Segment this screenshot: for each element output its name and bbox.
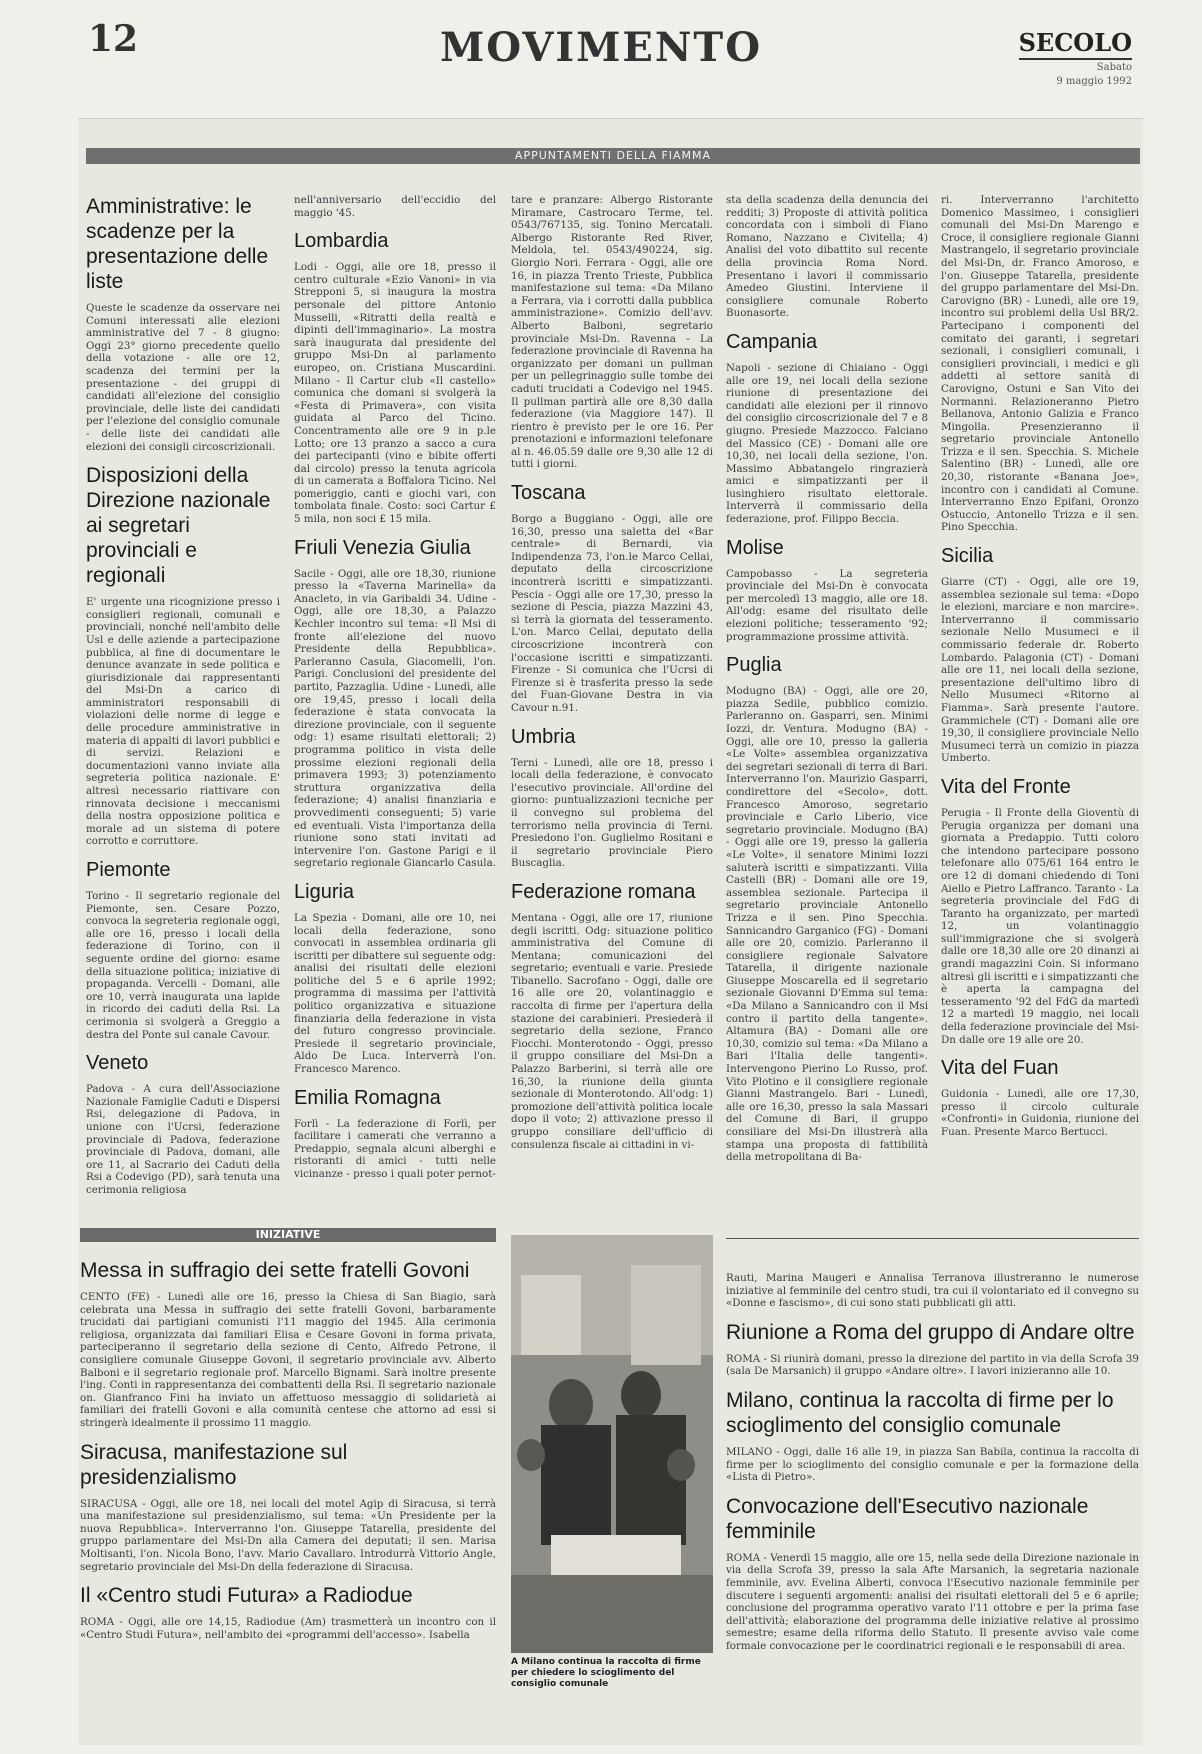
- article-title: Siracusa, manifestazione sul presidenzialismo: [80, 1440, 348, 1489]
- iniziative-banner: INIZIATIVE: [80, 1228, 496, 1242]
- region-heading: Toscana: [511, 482, 586, 505]
- article-body: Modugno (BA) - Oggi, alle ore 20, piazza Sedile, pubblico comizio. Parleranno on. Gasparri, sen. Minimi Iozzi, dr. Ventura. Modugno (BA) - Oggi, alle ore 10, presso la galleria «Le Volte» assemblea organizzativa dei segretari sezionali di terra di Bari. Interverranno l'on. Maurizio Gasparri, condirettore del «Secolo», dott. Francesco Amoroso, segretario provinciale e Carlo Liberio, vice segretario provinciale. Modugno (BA) - Oggi alle ore 19, presso la galleria «Le Volte», il senatore Minimi Iozzi saluterà iscritti e simpatizzanti. Villa Castelli (BR) - Domani alle ore 19, assemblea sezionale. Partecipa il segretario provinciale Antonello Trizza e il sen. Pino Specchia. Sannicandro Garganico (FG) - Domani alle ore 20, comizio. Parleranno il consigliere regionale Salvatore Tatarella, il dirigente nazionale Giuseppe Moscarella ed il segretario sezionale Giovanni D'Emma sul tema: «Da Milano a Sannicandro con il Msi contro il partito della tangente». Altamura (BA) - Domani alle ore 10,30, comizio sul tema: «Da Milano a Bari l'Italia delle tangenti». Intervengono Pierino Lo Russo, prof. Vito Plotino e il consigliere regionale Gianni Mastrangelo. Bari - Lunedì, alle ore 16,30, presso la sala Massari del Comune di Bari, il gruppo consiliare del Msi-Dn illustrerà alla stampa una proposta di fattibilità della metropolitana di Ba-: [726, 685, 928, 1164]
- section-divider: [726, 1238, 1139, 1239]
- issue-day: Sabato: [1096, 62, 1132, 73]
- region-heading: Lombardia: [294, 230, 389, 253]
- article-body: E' urgente una ricognizione presso i consiglieri regionali, comunali e provinciali, nonché nell'ambito delle Usl e delle aziende a partecipazione pubblica, al fine di documentare le denunce avanzate in sede politica e giurisdizionale dai rappresentanti del Msi-Dn a carico di amministratori responsabili di violazioni delle norme di legge e delle procedure amministrative in materia di appalti di lavori pubblici e di servizi. Relazioni e documentazioni vanno inviate alla segreteria politica nazionale. E' altresì necessario riattivare con rinnovata decisione i meccanismi della nostra opposizione politica e morale ad un sistema di potere corrotto e corruttore.: [86, 596, 280, 848]
- article-body: Queste le scadenze da osservare nei Comuni interessati alle elezioni amministrative del 7 - 8 giugno: Oggi 23° giorno precedente quello della votazione - alle ore 12, scadenza dei termini per la presentazione - dei gruppi di candidati all'elezione del consiglio provinciale, delle liste dei candidati per l'elezione del consiglio comunale - delle liste dei candidati alle elezioni dei consigli circoscrizionali.: [86, 302, 280, 453]
- article-title: Riunione a Roma del gruppo di Andare oltre: [726, 1320, 1135, 1344]
- article-body: MILANO - Oggi, dalle 16 alle 19, in piazza San Babila, continua la raccolta di firme per lo scioglimento del consiglio comunale e per la formazione della «Lista di Pietro».: [726, 1445, 1139, 1484]
- region-heading: Vita del Fuan: [941, 1057, 1059, 1080]
- article-body: Padova - A cura dell'Associazione Nazionale Famiglie Caduti e Dispersi Rsi, delegazione di Padova, in unione con l'Ucrsi, federazione provinciale di Padova, federazione provinciale di Padova, domani, alle ore 11, al Sacrario dei Caduti della Rsi a Codevigo (PD), sarà tenuta una cerimonia religiosa: [86, 1083, 281, 1196]
- appuntamenti-banner: APPUNTAMENTI DELLA FIAMMA: [86, 148, 1140, 164]
- article-title: Amministrative: le scadenze per la presentazione delle liste: [86, 195, 269, 293]
- article-body: Mentana - Oggi, alle ore 17, riunione degli iscritti. Odg: situazione politico amministrativa del Comune di Mentana; comunicazioni del segretario; eventuali e varie. Presiede Tibanello. Sacrofano - Oggi, dalle ore 16 alle ore 20, volantinaggio e raccolta di firme per l'apertura della stazione dei carabinieri. Presiederà il segretario della sezione, Franco Fiocchi. Monterotondo - Oggi, presso il gruppo consiliare del Msi-Dn a Palazzo Barberini, si terrà alle ore 16,30, la riunione della giunta sezionale di Monterotondo. All'odg: 1) promozione dell'attività politica locale dopo il voto; 2) attivazione presso il gruppo consiliare dell'ufficio di consulenza fiscale ai cittadini in vi-: [511, 911, 713, 1151]
- article-body: ri. Interverranno l'architetto Domenico Massimeo, i consiglieri comunali del Msi-Dn Marengo e Croce, il consigliere regionale Gianni Mastrangelo, il segretario provinciale del Msi-Dn, dr. Franco Amoroso, e l'on. Giuseppe Tatarella, presidente del gruppo parlamentare del Msi-Dn. Carovigno (BR) - Lunedì, alle ore 19, incontro sui problemi della Usl BR/2. Partecipano i componenti del comitato dei garanti, i segretari sezionali, i consiglieri comunali, i consiglieri provinciali, i medici e gli addetti al settore sanità di Carovigno, Ostuni e San Vito dei Normanni. Relazioneranno Pietro Bellanova, Antonio Galizia e Franco Mingolla. Presenzieranno il segretario provinciale Antonello Trizza e il sen. Specchia. S. Michele Salentino (BR) - Lunedì, alle ore 20,30, ristorante «Banana Joe», incontro con i candidati al Comune. Interverranno Enzo Epifani, Oronzo Ostuccio, Antonello Trizza e il sen. Pino Specchia.: [941, 194, 1139, 534]
- section-title: MOVIMENTO: [439, 24, 763, 71]
- article-body: La Spezia - Domani, alle ore 10, nei locali della federazione, sono convocati in assemblea ordinaria gli iscritti per dibattere sul seguente odg: analisi dei risultati delle elezioni politiche del 5 e 6 aprile 1992; programma di massima per l'attività politico organizzativa e situazione finanziaria della federazione in vista del futuro congresso provinciale. Presiede il segretario provinciale, Aldo De Luca. Interverrà l'on. Francesco Marenco.: [294, 911, 496, 1076]
- article-body: nell'anniversario dell'eccidio del maggio '45.: [294, 194, 496, 219]
- region-heading: Puglia: [726, 654, 782, 677]
- article-body: ROMA - Oggi, alle ore 14,15, Radiodue (Am) trasmetterà un incontro con il «Centro Studi Futura», nell'ambito dei «programmi dell'accesso». Isabella: [80, 1616, 496, 1641]
- article-body: Lodi - Oggi, alle ore 18, presso il centro culturale «Ezio Vanoni» in via Strepponi 5, si inaugura la mostra personale del pittore Antonio Musselli, «Ritratti della realtà e dipinti dell'immaginario». La mostra sarà inaugurata dal presidente del gruppo Msi-Dn al parlamento europeo, on. Cristiana Muscardini. Milano - Il Cartur club «Il castello» comunica che domani si svolgerà la «Festa di Primavera», con visita guidata al Parco del Ticino. Concentramento alle ore 9 in p.le Lotto; ore 13 pranzo a sacco a cura dei partecipanti (vino e bibite offerti dal circolo) presso la tenuta agricola di un camerata a Boffalora Ticino. Nel pomeriggio, canti e giochi vari, con tombolata finale. Costo: soci Cartur £ 5 mila, non soci £ 15 mila.: [294, 261, 496, 526]
- article-body: Terni - Lunedì, alle ore 18, presso i locali della federazione, è convocato l'esecutivo provinciale. All'ordine del giorno: puntualizzazioni tecniche per il convegno sul problema del terrorismo nella provincia di Terni. Presiedono l'on. Guglielmo Rositani e il segretario provinciale Piero Buscaglia.: [511, 756, 713, 870]
- article-body: Forlì - La federazione di Forlì, per facilitare i camerati che verranno a Predappio, segnala alcuni alberghi e ristoranti di amici - tutti nelle vicinanze - presso i quali poter pernot-: [294, 1117, 496, 1180]
- article-body: Torino - Il segretario regionale del Piemonte, sen. Cesare Pozzo, convoca la segreteria regionale oggi, alle ore 16, presso i locali della federazione di Torino, con il seguente ordine del giorno: esame della situazione politica; iniziative di propaganda. Vercelli - Domani, alle ore 10, verrà inaugurata una lapide in ricordo dei caduti della Rsi. La cerimonia si svolgerà a Greggio a destra del Ponte sul canale Cavour.: [86, 890, 280, 1041]
- column-3: [511, 194, 713, 1151]
- article-body: sta della scadenza della denuncia dei redditi; 3) Proposte di attività politica concordata con i simboli di Fiano Romano, Nazzano e Civitella; 4) Analisi del voto dibattito sul recente della provincia Roma Nord. Presentano i lavori il commissario Amedeo Giustini. Interviene il consigliere comunale Roberto Buonasorte.: [726, 194, 928, 320]
- article-body: ROMA - Venerdì 15 maggio, alle ore 15, nella sede della Direzione nazionale in via della Scrofa 39, presso la sala Afte Marsanich, la segretaria nazionale femminile, avv. Evelina Alberti, convoca l'Esecutivo nazionale femminile per discutere i seguenti argomenti: analisi dei risultati elettorali del 5 e 6 aprile; conclusione del programma operativo varato l'11 ottobre e per la prima fase dell'attività; elaborazione del programma delle iniziative relative al prossimo semestre; esame della riforma dello Statuto. Il presente avviso vale come formale convocazione per le coordinatrici regionali e le responsabili di area.: [726, 1551, 1139, 1652]
- crowd-photo: [511, 1235, 713, 1653]
- article-title: Messa in suffragio dei sette fratelli Govoni: [80, 1259, 470, 1282]
- article-body: Borgo a Buggiano - Oggi, alle ore 16,30, presso una saletta del «Bar centrale» di Bernardi, via Indipendenza 73, l'on.le Marco Cellai, deputato della circoscrizione incontrerà iscritti e simpatizzanti. Pescia - Oggi alle ore 17,30, presso la sezione di Pescia, piazza Mazzini 43, si terrà la giornata del tesseramento. L'on. Marco Cellai, deputato della circoscrizione incontrerà con l'occasione iscritti e simpatizzanti. Firenze - Si comunica che l'Ucrsi di Firenze si è trasferita presso la sede del Fuan-Giovane Destra in via Cavour n.91.: [511, 513, 713, 714]
- article-body: tare e pranzare: Albergo Ristorante Miramare, Castrocaro Terme, tel. 0543/767135, sig. Tonino Mercatali. Albergo Ristorante Red River, Meldola, tel. 0543/490224, sig. Giorgio Nori. Ferrara - Oggi, alle ore 16, in piazza Trento Trieste, Pubblica manifestazione sul tema: «Da Milano a Ferrara, via i corrotti dalla pubblica amministrazione». Comizio dell'avv. Alberto Balboni, segretario provinciale Msi-Dn. Ravenna - La federazione provinciale di Ravenna ha organizzato per domani un pullman per un pellegrinaggio sulle tombe dei caduti trucidati a Codevigo nel 1945. Il pullman partirà alle ore 8,30 dalla federazione (via Maggiore 147). Il rientro è previsto per le ore 16. Per prenotazioni e informazioni telefonare al n. 46.05.59 dalle ore 9,30 alle 12 di tutti i giorni.: [511, 194, 713, 471]
- region-heading: Molise: [726, 536, 784, 559]
- masthead-logo: SECOLO: [1019, 28, 1132, 60]
- column-4: [726, 194, 928, 1164]
- region-heading: Campania: [726, 330, 818, 353]
- page-number: 12: [88, 18, 139, 60]
- region-heading: Veneto: [86, 1052, 149, 1075]
- region-heading: Vita del Fronte: [941, 775, 1071, 798]
- region-heading: Piemonte: [86, 859, 171, 881]
- article-body: Campobasso - La segreteria provinciale del Msi-Dn è convocata per mercoledì 13 maggio, alle ore 18. All'odg: esame del risultato delle elezioni politiche; tesseramento '92; programmazione prossime attività.: [726, 567, 928, 643]
- region-heading: Federazione romana: [511, 880, 696, 903]
- article-body: ROMA - Si riunirà domani, presso la direzione del partito in via della Scrofa 39 (sala De Marsanich) il gruppo «Andare oltre». I lavori inizieranno alle 10.: [726, 1352, 1139, 1378]
- photo-illustration: [511, 1235, 713, 1653]
- article-title: Milano, continua la raccolta di firme per lo scioglimento del consiglio comunale: [726, 1388, 1114, 1437]
- article-body: SIRACUSA - Oggi, alle ore 18, nei locali del motel Agip di Siracusa, si terrà una manifestazione sul presidenzialismo, sul tema: «Un Presidente per la nuova Repubblica». Interverranno l'on. Giuseppe Tatarella, presidente del gruppo parlamentare del Msi-Dn alla Camera dei deputati; il sen. Marisa Moltisanti, l'on. Nicola Bono, l'avv. Mario Cavallaro. Introdurrà Vittorio Angle, segretario provinciale del Msi-Dn della federazione di Siracusa.: [80, 1497, 496, 1573]
- article-body: Guidonia - Lunedì, alle ore 17,30, presso il circolo culturale «Confronti» in Guidonia, riunione del Fuan. Presente Marco Bertucci.: [941, 1088, 1139, 1138]
- masthead: [1019, 28, 1132, 88]
- region-heading: Liguria: [294, 880, 355, 903]
- region-heading: Emilia Romagna: [294, 1086, 441, 1109]
- article-body: Perugia - Il Fronte della Gioventù di Perugia organizza per domani una giornata a Predappio. Tutti coloro che intendono partecipare possono telefonare allo 075/61 164 entro le ore 12 di domani chiedendo di Toni Aiello e Pietro Laffranco. Taranto - La segreteria provinciale del FdG di Taranto ha organizzato, per martedì 12, un volantinaggio sull'immigrazione che si svolgerà dalle ore 18,30 alle ore 20 dinanzi ai grandi magazzini Coin. Si informano altresì gli iscritti e i simpatizzanti che è aperta la campagna del tesseramento '92 del FdG da martedì 12 a martedì 19 maggio, nei locali della federazione provinciale del Msi-Dn dalle ore 19 alle ore 20.: [941, 806, 1139, 1046]
- right-lower-block: [726, 1272, 1139, 1653]
- photo-caption: A Milano continua la raccolta di firme per chiedere lo scioglimento del consiglio comunale: [511, 1657, 701, 1689]
- issue-date: 9 maggio 1992: [1056, 76, 1132, 87]
- article-body: Sacile - Oggi, alle ore 18,30, riunione presso la «Taverna Marinella» da Anacleto, in via Garibaldi 34. Udine - Oggi, alle ore 18,30, a Palazzo Kechler incontro sul tema: «Il Msi di fronte all'elezione del nuovo Presidente della Repubblica». Parleranno Casula, Giacomelli, l'on. Parigi. Conclusioni del presidente del partito, Pazzaglia. Udine - Lunedì, alle ore 19,45, presso i locali della federazione è stata convocata la direzione provinciale, con il seguente odg: 1) esame risultati elettorali; 2) programma politico in vista delle prossime elezioni regionali della primavera 1993; 3) potenziamento struttura organizzativa della federazione; 4) analisi finanziaria e provvedimenti conseguenti; 5) varie ed eventuali. Vista l'importanza della riunione sono stati invitati ad intervenire l'on. Gastone Parigi e il segretario regionale Giancarlo Casula.: [294, 567, 497, 870]
- column-2: [294, 194, 496, 1181]
- iniziative-column: [80, 1258, 496, 1641]
- region-heading: Umbria: [511, 725, 576, 748]
- column-5: [941, 194, 1139, 1139]
- region-heading: Sicilia: [941, 545, 994, 568]
- article-title: Convocazione dell'Esecutivo nazionale femminile: [726, 1494, 1089, 1543]
- article-body: Napoli - sezione di Chiaiano - Oggi alle ore 19, nei locali della sezione riunione di presentazione dei candidati alle elezioni per il rinnovo del consiglio circoscrizionale del 7 e 8 giugno. Presiede Mazzocco. Falciano del Massico (CE) - Domani alle ore 10,30, nei locali della sezione, l'on. Massimo Abbatangelo ringrazierà amici e simpatizzanti per il lusinghiero risultato elettorale. Interverrà il commissario della federazione, prof. Filippo Beccia.: [726, 361, 928, 526]
- article-title: Il «Centro studi Futura» a Radiodue: [80, 1584, 413, 1608]
- article-title: Disposizioni della Direzione nazionale ai segretari provinciali e regionali: [86, 464, 271, 588]
- article-body: Giarre (CT) - Oggi, alle ore 19, assemblea sezionale sul tema: «Dopo le elezioni, marciare e non marcire». Interverranno il commissario sezionale Nello Musumeci e il commissario federale dr. Roberto Lombardo. Palagonia (CT) - Domani alle ore 11, nei locali della sezione, presentazione dell'ultimo libro di Nello Musumeci «Ritorno al Fiamma». Sarà presente l'autore. Grammichele (CT) - Domani alle ore 19,30, il consigliere provinciale Nello Musumeci terrà un comizio in piazza Umberto.: [941, 576, 1139, 765]
- article-body: Rauti, Marina Maugeri e Annalisa Terranova illustreranno le numerose iniziative al femminile del centro studi, tra cui il volontariato ed il convegno su «Donne e fascismo», di cui sono stati pubblicati gli atti.: [726, 1272, 1139, 1310]
- region-heading: Friuli Venezia Giulia: [294, 536, 471, 559]
- article-body: CENTO (FE) - Lunedì alle ore 16, presso la Chiesa di San Biagio, sarà celebrata una Messa in suffragio dei sette fratelli Govoni, barbaramente trucidati dai partigiani comunisti l'11 maggio del 1945. Alla cerimonia religiosa, organizzata dai familiari Elisa e Cesare Govoni in forma privata, parteciperanno il segretario della sezione di Cento, Alfredo Petrone, il consigliere comunale Giuseppe Govoni, il segretario provinciale avv. Alberto Balboni e il segretario regionale prof. Marcello Bignami. Sarà inoltre presente l'ing. Conti in rappresentanza dei combattenti della Rsi. Il segretario nazionale on. Gianfranco Fini ha inviato un affettuoso messaggio di solidarietà ai familiari dei fratelli Govoni e alla comunità centese che attorno ad essi si stringerà idealmente il prossimo 11 maggio.: [80, 1291, 496, 1429]
- column-1: [86, 194, 280, 1196]
